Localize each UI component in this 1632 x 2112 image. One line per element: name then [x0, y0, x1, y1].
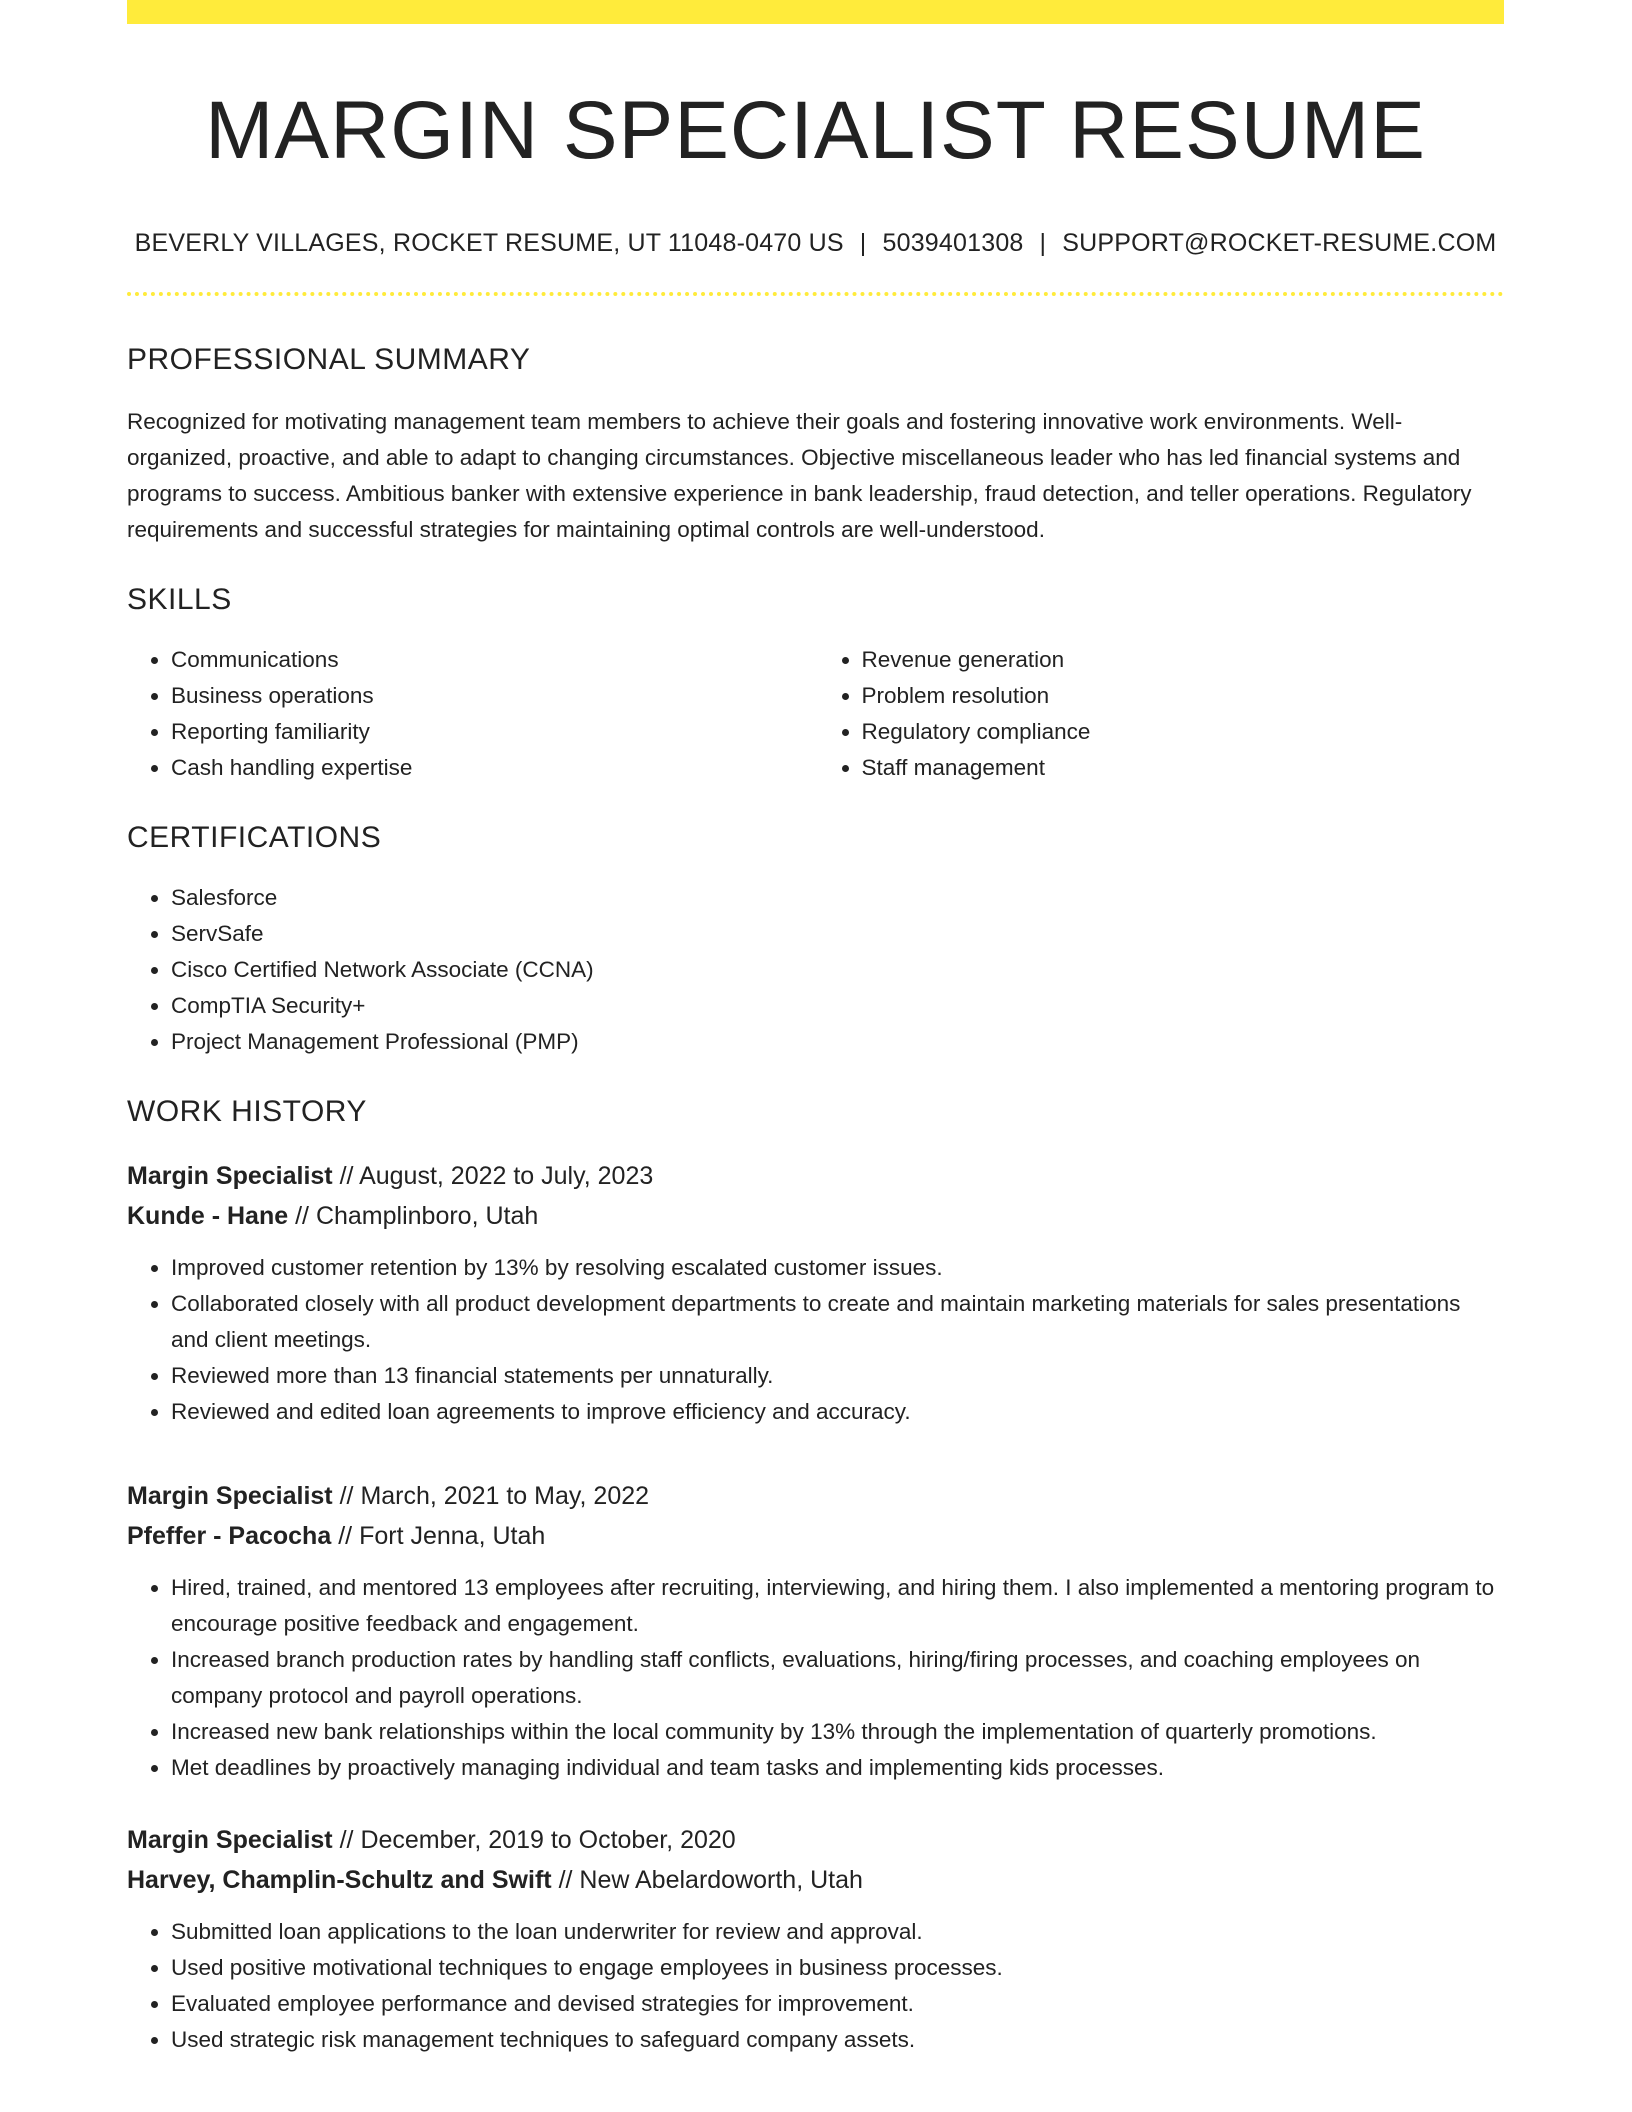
contact-separator: | — [1039, 229, 1047, 258]
job-role-line — [127, 1476, 1504, 1516]
job-bullet: • Increased branch production rates by handling staff conflicts, evaluations, hiring/firing processes, and coaching employees on company protocol and payroll operations. — [171, 1642, 1504, 1714]
job-bullet: • Used strategic risk management techniques to safeguard company assets. — [171, 2022, 1504, 2058]
job-company: Harvey, Champlin-Schultz and Swift — [127, 1866, 552, 1895]
job-bullet: • Submitted loan applications to the loan underwriter for review and approval. — [171, 1914, 1504, 1950]
summary-heading: PROFESSIONAL SUMMARY — [127, 343, 531, 377]
certifications-section — [127, 820, 1504, 1060]
skill-item: • Communications — [171, 642, 816, 678]
certification-item: • CompTIA Security+ — [171, 988, 1504, 1024]
job-divider: // — [339, 1482, 354, 1511]
job-entry — [127, 1156, 1504, 1430]
job-bullet: • Used positive motivational techniques to engage employees in business processes. — [171, 1950, 1504, 1986]
skills-heading: SKILLS — [127, 583, 232, 617]
work-history-heading: WORK HISTORY — [127, 1095, 367, 1129]
resume-page — [127, 0, 1504, 2058]
certifications-heading: CERTIFICATIONS — [127, 821, 382, 855]
job-company: Pfeffer - Pacocha — [127, 1522, 332, 1551]
job-role: Margin Specialist — [127, 1162, 333, 1191]
job-entry — [127, 1820, 1504, 2058]
job-entry — [127, 1476, 1504, 1786]
job-role-line — [127, 1156, 1504, 1196]
certification-item: • ServSafe — [171, 916, 1504, 952]
dotted-divider — [127, 292, 1504, 296]
contact-line — [127, 228, 1504, 258]
job-bullet: • Reviewed more than 13 financial statements per unnaturally. — [171, 1358, 1504, 1394]
job-bullet: • Reviewed and edited loan agreements to improve efficiency and accuracy. — [171, 1394, 1504, 1430]
job-bullet: • Hired, trained, and mentored 13 employees after recruiting, interviewing, and hiring them. I also implemented a mentoring program to encourage positive feedback and engagement. — [171, 1570, 1504, 1642]
job-dates: March, 2021 to May, 2022 — [360, 1482, 650, 1511]
skills-list-left — [127, 642, 816, 786]
contact-address: BEVERLY VILLAGES, ROCKET RESUME, UT 11048-0470 US — [134, 229, 844, 258]
contact-separator: | — [859, 229, 867, 258]
skills-list-right — [816, 642, 1505, 786]
job-role: Margin Specialist — [127, 1826, 333, 1855]
job-divider: // — [558, 1866, 573, 1895]
summary-text: Recognized for motivating management team members to achieve their goals and fostering innovative work environments. Well-organized, proactive, and able to adapt to changing circumstances. Objective miscellaneous leader who has led financial systems and programs to success. Ambitious banker with extensive experience in bank leadership, fraud detection, and teller operations. Regulatory requirements and successful strategies for maintaining optimal controls are well-understood. — [127, 409, 1472, 543]
job-bullet: • Met deadlines by proactively managing individual and team tasks and implementing kids processes. — [171, 1750, 1504, 1786]
job-company-line — [127, 1196, 1504, 1236]
job-bullet: • Improved customer retention by 13% by resolving escalated customer issues. — [171, 1250, 1504, 1286]
job-company-line — [127, 1516, 1504, 1556]
job-location: Champlinboro, Utah — [315, 1202, 539, 1231]
work-history-section — [127, 1094, 1504, 2058]
job-company: Kunde - Hane — [127, 1202, 289, 1231]
certification-item: • Cisco Certified Network Associate (CCNA) — [171, 952, 1504, 988]
job-location: Fort Jenna, Utah — [359, 1522, 546, 1551]
certification-item: • Salesforce — [171, 880, 1504, 916]
job-bullet: • Collaborated closely with all product development departments to create and maintain marketing materials for sales presentations and client meetings. — [171, 1286, 1504, 1358]
job-divider: // — [339, 1162, 354, 1191]
skills-columns — [127, 642, 1504, 786]
skills-section — [127, 582, 1504, 786]
job-role-line — [127, 1820, 1504, 1860]
certifications-list — [127, 880, 1504, 1060]
certification-item: • Project Management Professional (PMP) — [171, 1024, 1504, 1060]
contact-phone: 5039401308 — [882, 229, 1024, 258]
job-location: New Abelardoworth, Utah — [579, 1866, 863, 1895]
job-bullets — [127, 1914, 1504, 2058]
skill-item: • Cash handling expertise — [171, 750, 816, 786]
job-divider: // — [339, 1826, 354, 1855]
skill-item: • Regulatory compliance — [862, 714, 1505, 750]
job-bullet: • Evaluated employee performance and devised strategies for improvement. — [171, 1986, 1504, 2022]
skill-item: • Revenue generation — [862, 642, 1505, 678]
job-divider: // — [295, 1202, 309, 1231]
job-divider: // — [338, 1522, 353, 1551]
skill-item: • Reporting familiarity — [171, 714, 816, 750]
job-bullets — [127, 1570, 1504, 1786]
skill-item: • Staff management — [862, 750, 1505, 786]
accent-bar — [127, 0, 1504, 24]
job-role: Margin Specialist — [127, 1482, 333, 1511]
job-bullets — [127, 1250, 1504, 1430]
summary-section — [127, 342, 1504, 548]
contact-email: SUPPORT@ROCKET-RESUME.COM — [1062, 229, 1497, 258]
job-company-line — [127, 1860, 1504, 1900]
skill-item: • Business operations — [171, 678, 816, 714]
skill-item: • Problem resolution — [862, 678, 1505, 714]
resume-title: MARGIN SPECIALIST RESUME — [205, 85, 1426, 176]
job-dates: December, 2019 to October, 2020 — [360, 1826, 736, 1855]
job-dates: August, 2022 to July, 2023 — [359, 1162, 654, 1191]
job-bullet: • Increased new bank relationships within the local community by 13% through the implementation of quarterly promotions. — [171, 1714, 1504, 1750]
